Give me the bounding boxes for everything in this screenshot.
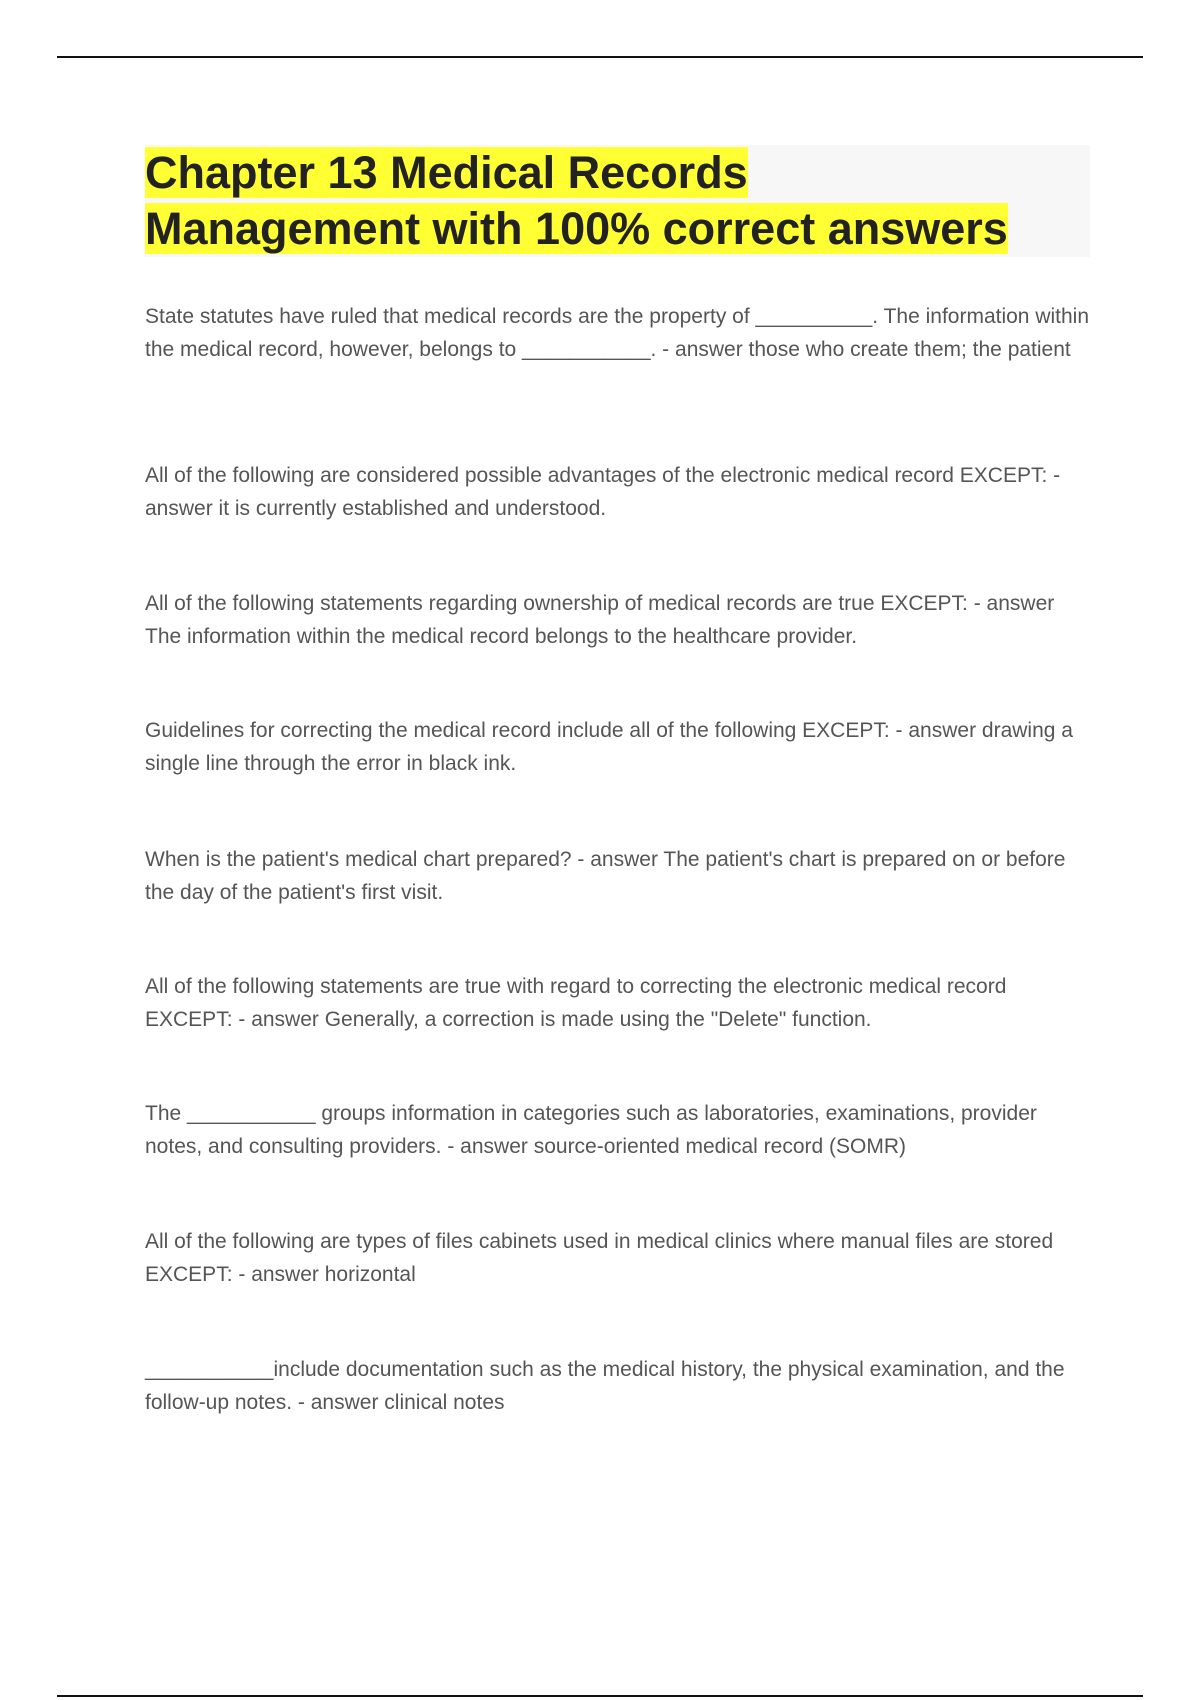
qa-item-3: All of the following statements regarding ownership of medical records are true EXCEPT: - answer The information within the medical record belongs to the healthcare provider.	[145, 592, 1055, 648]
qa-item-9: ___________include documentation such as the medical history, the physical examination, and the follow-up notes. - answer clinical notes	[145, 1358, 1065, 1414]
document-title	[145, 145, 1090, 257]
title-line-2: Management with 100% correct answers	[145, 203, 1008, 254]
qa-item-7: The ___________ groups information in categories such as laboratories, examinations, provider notes, and consulting providers. - answer source-oriented medical record (SOMR)	[145, 1102, 1037, 1158]
qa-item-6: All of the following statements are true with regard to correcting the electronic medical record EXCEPT: - answer Generally, a correction is made using the "Delete" function.	[145, 975, 1007, 1031]
qa-item-8: All of the following are types of files cabinets used in medical clinics where manual files are stored EXCEPT: - answer horizontal	[145, 1230, 1054, 1286]
title-line-1: Chapter 13 Medical Records	[145, 147, 748, 198]
qa-item-2: All of the following are considered possible advantages of the electronic medical record EXCEPT: - answer it is currently established and understood.	[145, 464, 1061, 520]
qa-item-1: State statutes have ruled that medical records are the property of __________. The information within the medical record, however, belongs to ___________. - answer those who create them; the patient	[145, 305, 1090, 361]
title-block	[145, 145, 1090, 257]
top-rule	[57, 56, 1143, 58]
qa-list	[145, 301, 1090, 1419]
qa-item-5: When is the patient's medical chart prepared? - answer The patient's chart is prepared on or before the day of the patient's first visit.	[145, 848, 1066, 904]
bottom-rule	[57, 1695, 1143, 1697]
qa-item-4: Guidelines for correcting the medical record include all of the following EXCEPT: - answer drawing a single line through the error in black ink.	[145, 719, 1073, 775]
